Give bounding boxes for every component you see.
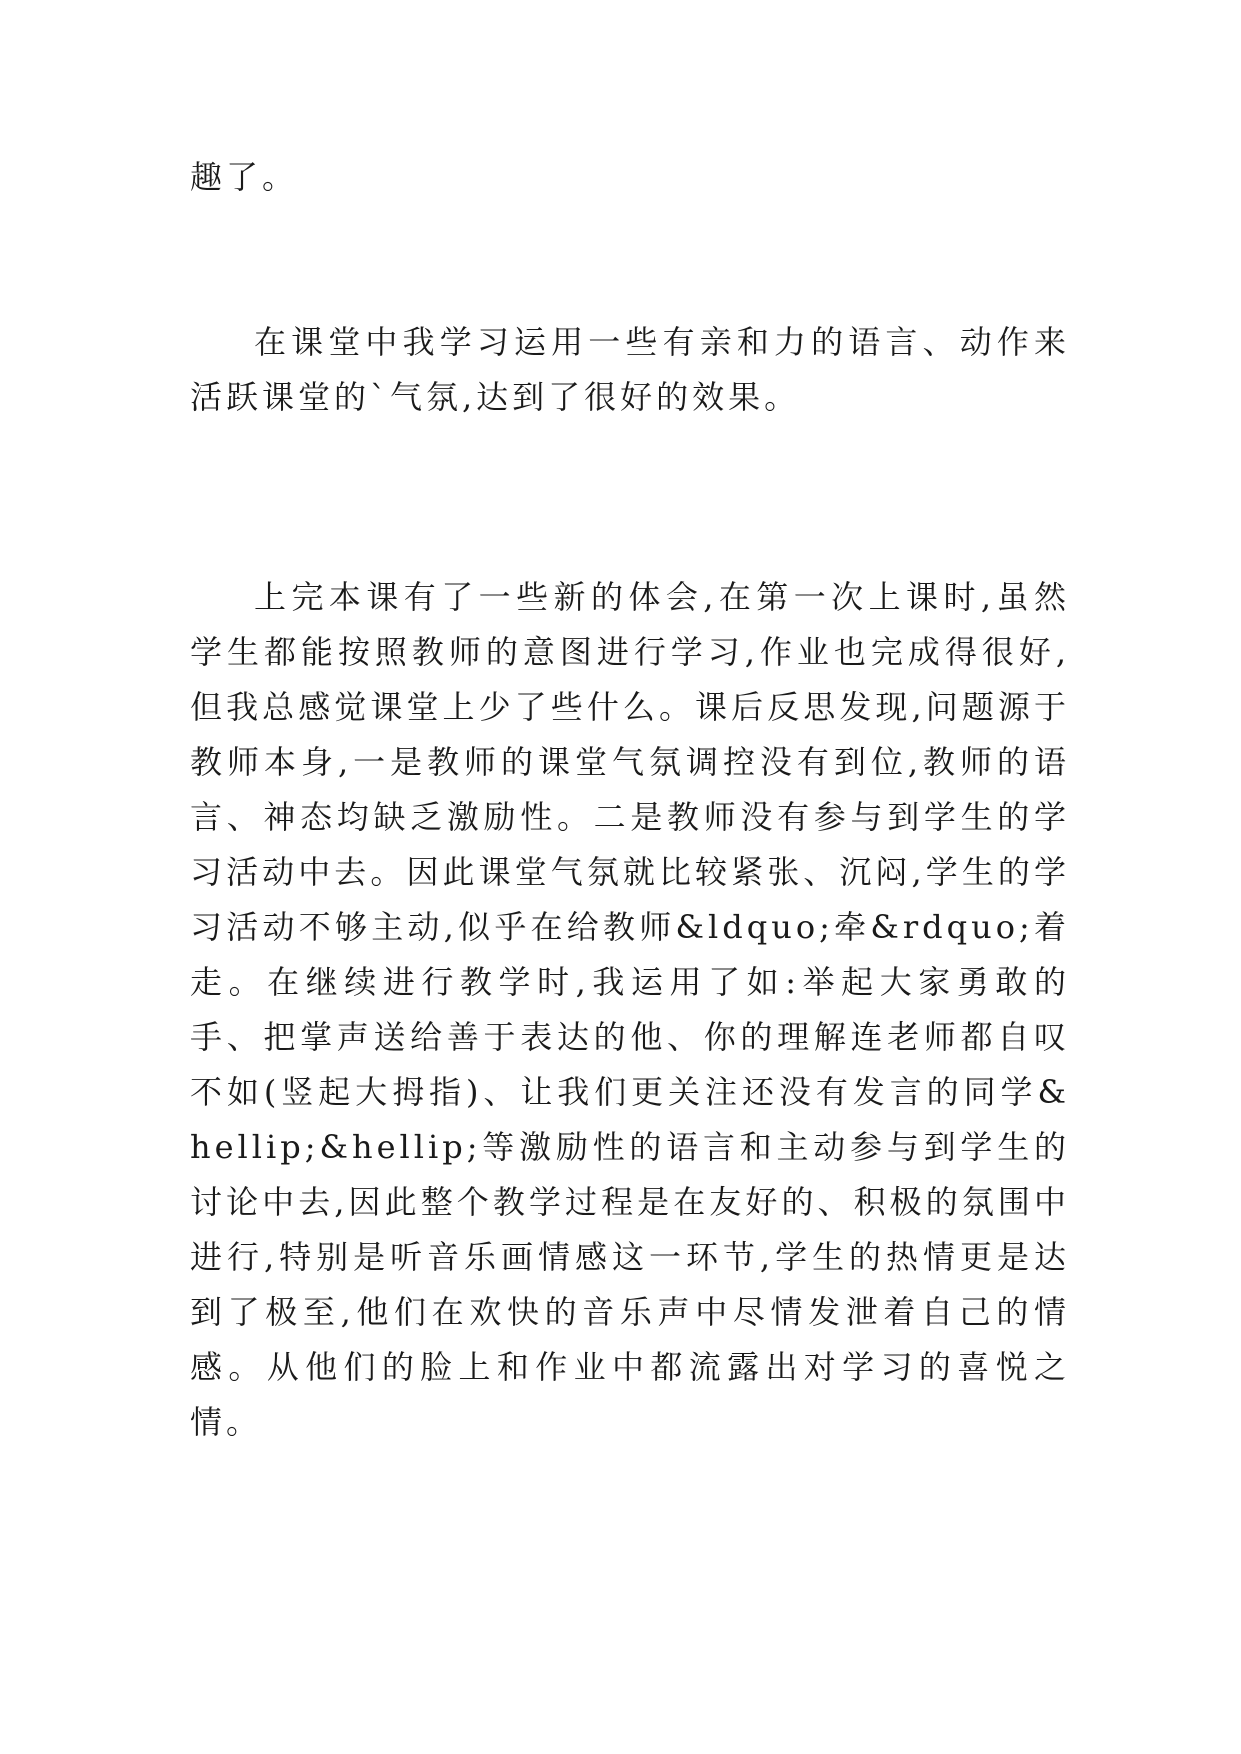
paragraph-lesson-reflection: 上完本课有了一些新的体会,在第一次上课时,虽然学生都能按照教师的意图进行学习,作业也完成得很好,但我总感觉课堂上少了些什么。课后反思发现,问题源于教师本身,一是教师的课堂气氛调控没有到位,教师的语言、神态均缺乏激励性。二是教师没有参与到学生的学习活动中去。因此课堂气氛就比较紧张、沉闷,学生的学习活动不够主动,似乎在给教师&ldquo;牵&rdquo;着走。在继续进行教学时,我运用了如:举起大家勇敢的手、把掌声送给善于表达的他、你的理解连老师都自叹不如(竖起大拇指)、让我们更关注还没有发言的同学&hellip;&hellip;等激励性的语言和主动参与到学生的讨论中去,因此整个教学过程是在友好的、积极的氛围中进行,特别是听音乐画情感这一环节,学生的热情更是达到了极至,他们在欢快的音乐声中尽情发泄着自己的情感。从他们的脸上和作业中都流露出对学习的喜悦之情。 [190, 578, 1070, 1441]
paragraph-continuation: 趣了。 [190, 158, 299, 196]
document-body [190, 150, 1070, 1450]
paragraph-classroom-atmosphere: 在课堂中我学习运用一些有亲和力的语言、动作来活跃课堂的`气氛,达到了很好的效果。 [190, 323, 1070, 416]
